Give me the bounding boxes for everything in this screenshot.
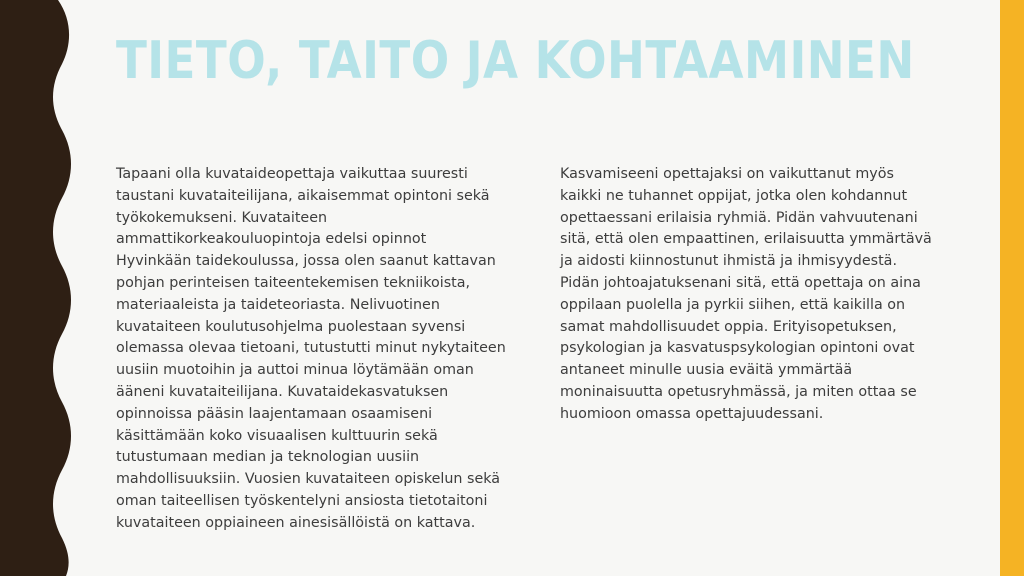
left-text-line: tutustumaan median ja teknologian uusiin xyxy=(116,449,420,466)
left-text-line: oman taiteellisen työskentelyni ansiosta tietotaitoni xyxy=(116,492,488,509)
slide-title: TIETO, TAITO JA KOHTAAMINEN xyxy=(116,31,915,91)
left-text-line: olemassa olevaa tietoani, tutustutti minut nykytaiteen xyxy=(116,340,506,357)
wavy-left-border xyxy=(0,0,80,576)
right-accent-bar xyxy=(1000,0,1024,576)
left-text-line: työkokemukseni. Kuvataiteen xyxy=(116,209,328,226)
left-text-line: taustani kuvataiteilijana, aikaisemmat opintoni sekä xyxy=(116,187,490,204)
right-text-line: ja aidosti kiinnostunut ihmistä ja ihmisyydestä. xyxy=(560,253,897,270)
left-text-line: ääneni kuvataiteilijana. Kuvataidekasvatuksen xyxy=(116,383,449,400)
wavy-left-border-shape xyxy=(0,0,71,576)
right-text-line: oppilaan puolella ja pyrkii siihen, että kaikilla on xyxy=(560,296,906,313)
left-text-line: kuvataiteen koulutusohjelma puolestaan syvensi xyxy=(116,318,466,335)
left-text-line: ammattikorkeakouluopintoja edelsi opinnot xyxy=(116,231,427,248)
left-text-line: Tapaani olla kuvataideopettaja vaikuttaa suuresti xyxy=(116,166,468,182)
right-text-line: huomioon omassa opettajuudessani. xyxy=(560,405,824,422)
left-text-line: käsittämään koko visuaalisen kulttuurin sekä xyxy=(116,427,438,444)
left-text-line: mahdollisuuksiin. Vuosien kuvataiteen opiskelun sekä xyxy=(116,471,501,488)
right-text-column xyxy=(560,164,960,426)
right-text-line: Kasvamiseeni opettajaksi on vaikuttanut myös xyxy=(560,166,894,182)
right-text-line: sitä, että olen empaattinen, erilaisuutta ymmärtävä xyxy=(560,231,932,248)
right-text-line: kaikki ne tuhannet oppijat, jotka olen kohdannut xyxy=(560,187,908,204)
left-text-column xyxy=(116,164,528,535)
right-text-line: psykologian ja kasvatuspsykologian opintoni ovat xyxy=(560,340,915,357)
left-text-line: uusiin muotoihin ja auttoi minua löytämään oman xyxy=(116,362,474,379)
left-text-line: kuvataiteen oppiaineen ainesisällöistä on kattava. xyxy=(116,514,476,531)
right-text-line: samat mahdollisuudet oppia. Erityisopetuksen, xyxy=(560,318,897,335)
left-text-line: materiaaleista ja taideteoriasta. Nelivuotinen xyxy=(116,296,440,313)
right-text-line: Pidän johtoajatuksenani sitä, että opettaja on aina xyxy=(560,274,921,291)
right-text-line: opettaessani erilaisia ryhmiä. Pidän vahvuutenani xyxy=(560,209,918,226)
right-text-line: moninaisuutta opetusryhmässä, ja miten ottaa se xyxy=(560,383,917,400)
left-text-line: opinnoissa pääsin laajentamaan osaamiseni xyxy=(116,405,433,422)
left-text-line: Hyvinkään taidekoulussa, jossa olen saanut kattavan xyxy=(116,253,496,270)
right-text-line: antaneet minulle uusia eväitä ymmärtää xyxy=(560,362,853,379)
left-text-line: pohjan perinteisen taiteentekemisen tekniikoista, xyxy=(116,274,471,291)
